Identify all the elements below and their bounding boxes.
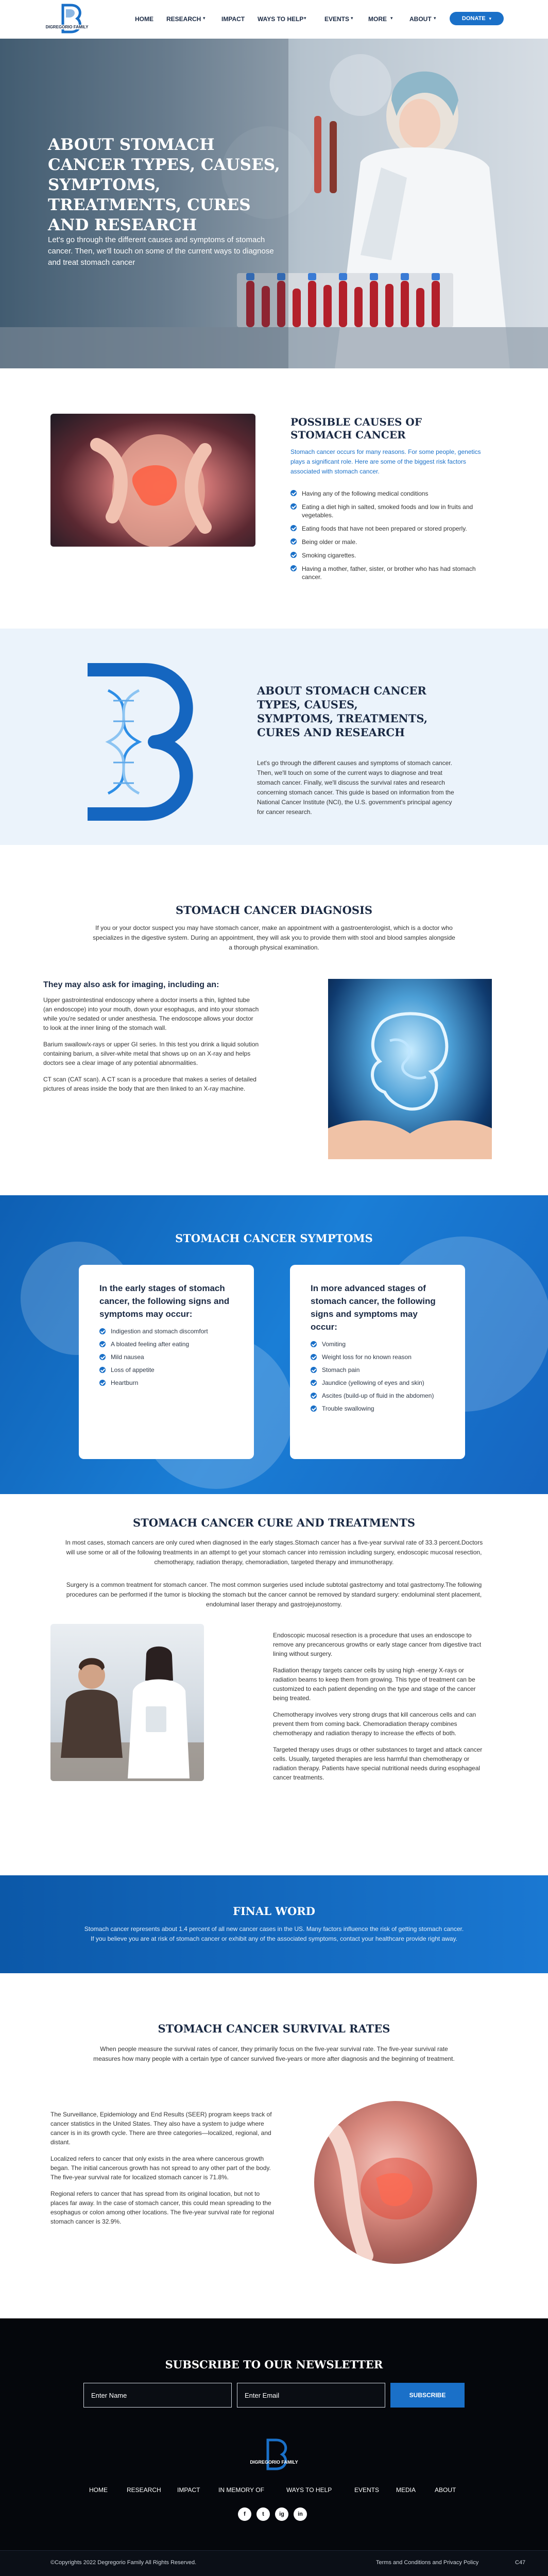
check-icon — [99, 1354, 106, 1360]
list-item: Ascites (build-up of fluid in the abdomen) — [311, 1392, 444, 1399]
survival-intro: When people measure the survival rates of cancer, they primarily focus on the five-year survival rate. The five-year survival rate measures how many people with a certain type of cancer survived five-years or more after diagnosis and the beginning of treatment. — [93, 2045, 455, 2062]
symptoms-title: STOMACH CANCER SYMPTOMS — [175, 1232, 373, 1245]
list-item: Eating foods that have not been prepared or stored properly. — [290, 524, 486, 533]
nav-research[interactable]: RESEARCH — [166, 15, 201, 23]
instagram-icon[interactable]: ig — [275, 2507, 288, 2521]
check-icon — [99, 1380, 106, 1386]
linkedin-icon[interactable]: in — [294, 2507, 307, 2521]
cure-paragraph: Chemotherapy involves very strong drugs that kill cancerous cells and can prevent them from coming back. Chemoradiation therapy combines chemotherapy and radiation therapy to increase the effects of both. — [273, 1711, 476, 1737]
overview-section — [0, 629, 548, 845]
check-icon — [290, 565, 297, 571]
overview-title: ABOUT STOMACH CANCER TYPES, CAUSES, SYMPTOMS, TREATMENTS, CURES AND RESEARCH — [257, 684, 428, 739]
digestive-system-image — [328, 979, 492, 1159]
nav-more[interactable]: MORE — [368, 15, 387, 23]
diagnosis-paragraphs — [43, 995, 260, 1093]
check-icon — [290, 525, 297, 531]
donate-button[interactable] — [450, 12, 504, 25]
diagnosis-paragraph: Barium swallow/x-rays or upper GI series. In this test you drink a liquid solution containing barium, a silver-white metal that shows up on an X-ray and helps doctors see a clear image of any potential abnormalities. — [43, 1041, 259, 1066]
abdomen-image — [314, 2101, 477, 2264]
check-icon — [311, 1393, 317, 1399]
cure-paragraph: Targeted therapy uses drugs or other substances to target and attack cancer cells. Usually, targeted therapies are less harmful than chemotherapy or radiation therapy. Patients have special nutritional needs during esophageal cancer treatments. — [273, 1746, 483, 1781]
newsletter-name-input[interactable]: Enter Name — [83, 2383, 232, 2408]
doctor-consultation-image — [50, 1624, 204, 1781]
top-navigation — [0, 0, 548, 39]
check-icon — [290, 503, 297, 510]
diagnosis-paragraph: Upper gastrointestinal endoscopy where a doctor inserts a thin, lighted tube (an endoscope) into your mouth, down your esophagus, and into your stomach while you're sedated or under anesthesia. The endoscope allows your doctor to look at the inner lining of the stomach wall. — [43, 996, 259, 1031]
copyright-text: ©Copyrights 2022 Degregorio Family All Rights Reserved. — [50, 2560, 197, 2566]
list-item: Vomiting — [311, 1341, 444, 1348]
early-symptoms-heading: In the early stages of stomach cancer, the following signs and symptoms may occur: — [99, 1283, 230, 1319]
final-body: Stomach cancer represents about 1.4 percent of all new cancer cases in the US. Many factors influence the risk of getting stomach cancer. If you believe you are at risk of stomach cancer or exhibit any of the associated symptoms, contact your healthcare provide right away. — [84, 1925, 464, 1942]
chevron-down-icon: ▾ — [304, 15, 306, 21]
cure-intro-2: Surgery is a common treatment for stomach cancer. The most common surgeries used include subtotal gastrectomy and total gastrectomy.The following procedures can be performed if the tumor is blocking the stomach but the cancer cannot be removed by standard surgery: endoluminal stent placement, endoluminal laser therapy and gastrojejunostomy. — [66, 1581, 482, 1608]
check-icon — [99, 1341, 106, 1347]
check-icon — [290, 490, 297, 496]
list-item: Smoking cigarettes. — [290, 551, 486, 560]
check-icon — [311, 1341, 317, 1347]
final-title: FINAL WORD — [233, 1905, 315, 1918]
causes-intro: Stomach cancer occurs for many reasons. For some people, genetics plays a significant role. Here are some of the biggest risk factors associated with stomach cancer. — [290, 448, 481, 475]
chevron-down-icon: ▾ — [203, 15, 206, 21]
list-item: Trouble swallowing — [311, 1405, 444, 1412]
chevron-down-icon: ▾ — [434, 15, 436, 21]
cure-paragraphs — [273, 1631, 489, 1782]
dna-logo-graphic — [77, 659, 211, 824]
chevron-down-icon: ▾ — [489, 15, 492, 21]
survival-paragraph: Localized refers to cancer that only exists in the area where cancerous growth began. The initial cancerous growth has not spread to any other part of the body. The five-year survival rate for localized stomach cancer is 71.8%. — [50, 2155, 271, 2181]
list-item: Eating a diet high in salted, smoked foods and low in fruits and vegetables. — [290, 503, 486, 519]
cure-intro-1: In most cases, stomach cancers are only cured when diagnosed in the early stages.Stomach cancer has a five-year survival rate of 33.3 percent.Doctors will use some or all of the following treatments in an attempt to get your stomach cancer into remission including surgery, endoscopic mucosal resection, chemotherapy, radiation therapy, chemoradiation, targeted therapy and immunotherapy. — [65, 1539, 483, 1566]
check-icon — [290, 538, 297, 545]
terms-link[interactable]: Terms and Conditions and Privacy Policy — [376, 2560, 479, 2566]
chevron-down-icon: ▾ — [351, 15, 353, 21]
cure-paragraph: Radiation therapy targets cancer cells by using high -energy X-rays or radiation beams to keep them from growing. This type of treatment can be customized to each patient depending on the type and stage of the cancer being treated. — [273, 1667, 476, 1702]
list-item: Loss of appetite — [99, 1366, 233, 1374]
nav-about[interactable]: ABOUT — [409, 15, 432, 23]
advanced-symptoms-card — [290, 1265, 465, 1459]
footer-link-home[interactable]: HOME — [89, 2486, 108, 2494]
list-item: Weight loss for no known reason — [311, 1353, 444, 1361]
final-word-section — [0, 1875, 548, 1973]
footer-link-impact[interactable]: IMPACT — [177, 2486, 200, 2494]
list-item: Having any of the following medical conditions — [290, 489, 486, 498]
overview-body: Let's go through the different causes and symptoms of stomach cancer. Then, we'll touch on some of the current ways to diagnose and treat stomach cancer. Finally, we'll discuss the survival rates and research concerning stomach cancer. This guide is based on information from the National Cancer Institute (NCI), the U.S. government's principal agency for cancer research. — [257, 759, 454, 816]
nav-impact[interactable]: IMPACT — [221, 15, 245, 23]
nav-ways-to-help[interactable]: WAYS TO HELP — [258, 15, 304, 23]
facebook-icon[interactable]: f — [238, 2507, 251, 2521]
advanced-symptoms-heading: In more advanced stages of stomach cancer, the following signs and symptoms may occur: — [311, 1283, 436, 1332]
chevron-down-icon: ▾ — [390, 15, 393, 21]
hero-subtitle: Let's go through the different causes and symptoms of stomach cancer. Then, we'll touch on some of the current ways to diagnose and treat stomach cancer — [48, 235, 274, 267]
list-item: Having a mother, father, sister, or brother who has had stomach cancer. — [290, 565, 486, 581]
diagnosis-subheading: They may also ask for imaging, including an: — [43, 980, 219, 989]
survival-paragraphs — [50, 2110, 277, 2226]
hero-title: ABOUT STOMACH CANCER TYPES, CAUSES, SYMPTOMS, TREATMENTS, CURES AND RESEARCH — [48, 135, 280, 234]
footer-bottom-bar — [0, 2550, 548, 2576]
check-icon — [311, 1354, 317, 1360]
list-item: Mild nausea — [99, 1353, 233, 1361]
nav-events[interactable]: EVENTS — [324, 15, 350, 23]
hero-banner — [0, 39, 548, 368]
early-symptoms-card — [79, 1265, 254, 1459]
footer-link-about[interactable]: ABOUT — [435, 2486, 456, 2494]
footer-link-in-memory-of[interactable]: IN MEMORY OF — [218, 2486, 264, 2494]
twitter-icon[interactable]: t — [256, 2507, 270, 2521]
check-icon — [99, 1367, 106, 1373]
donate-label: DONATE — [461, 15, 486, 22]
version-text: C47 — [515, 2560, 526, 2566]
survival-title: STOMACH CANCER SURVIVAL RATES — [158, 2022, 390, 2035]
causes-title: POSSIBLE CAUSES OF STOMACH CANCER — [290, 416, 422, 441]
footer-link-media[interactable]: MEDIA — [396, 2486, 416, 2494]
site-logo[interactable] — [41, 2, 93, 35]
logo-text: DIGREGORIO FAMILY — [41, 25, 93, 29]
list-item: Being older or male. — [290, 538, 486, 546]
cure-paragraph: Endoscopic mucosal resection is a procedure that uses an endoscope to remove any precancerous growths or early stage cancer from digestive tract lining without surgery. — [273, 1632, 482, 1657]
survival-paragraph: Regional refers to cancer that has spread from its original location, but not to places far away. In the case of stomach cancer, this could mean spreading to the esophagus or colon among other locations. The five-year survival rate for regional stomach cancer is 32.9%. — [50, 2190, 275, 2225]
list-item: Heartburn — [99, 1379, 233, 1386]
stomach-pain-image — [50, 414, 255, 547]
footer-logo[interactable] — [242, 2437, 306, 2473]
newsletter-title: SUBSCRIBE TO OUR NEWSLETTER — [165, 2358, 383, 2371]
causes-list — [290, 489, 486, 586]
footer-link-events[interactable]: EVENTS — [354, 2486, 380, 2494]
check-icon — [311, 1367, 317, 1373]
newsletter-email-input[interactable]: Enter Email — [237, 2383, 385, 2408]
footer-logo-text: DIGREGORIO FAMILY — [250, 2460, 298, 2465]
check-icon — [99, 1328, 106, 1334]
diagnosis-intro: If you or your doctor suspect you may have stomach cancer, make an appointment with a gastroenterologist, which is a doctor who specializes in the digestive system. During an appointment, they will ask you to provide them with stool and blood samples alongside a thorough physical examination. — [93, 924, 455, 951]
list-item: Indigestion and stomach discomfort — [99, 1328, 233, 1335]
list-item: A bloated feeling after eating — [99, 1341, 233, 1348]
subscribe-button[interactable]: SUBSCRIBE — [390, 2383, 465, 2408]
diagnosis-paragraph: CT scan (CAT scan). A CT scan is a procedure that makes a series of detailed pictures of areas inside the body that are then linked to an X-ray machine. — [43, 1076, 256, 1092]
cure-title: STOMACH CANCER CURE AND TREATMENTS — [132, 1516, 416, 1529]
diagnosis-title: STOMACH CANCER DIAGNOSIS — [175, 904, 373, 917]
check-icon — [290, 552, 297, 558]
check-icon — [311, 1405, 317, 1412]
list-item: Jaundice (yellowing of eyes and skin) — [311, 1379, 444, 1386]
list-item: Stomach pain — [311, 1366, 444, 1374]
footer-link-research[interactable]: RESEARCH — [127, 2486, 161, 2494]
footer-link-ways-to-help[interactable]: WAYS TO HELP — [286, 2486, 332, 2494]
survival-paragraph: The Surveillance, Epidemiology and End Results (SEER) program keeps track of cancer statistics in the United States. They also have a system to judge where cancer is in its growth cycle. There are three categories—localized, regional, and distant. — [50, 2111, 272, 2146]
nav-home[interactable]: HOME — [135, 15, 153, 23]
check-icon — [311, 1380, 317, 1386]
